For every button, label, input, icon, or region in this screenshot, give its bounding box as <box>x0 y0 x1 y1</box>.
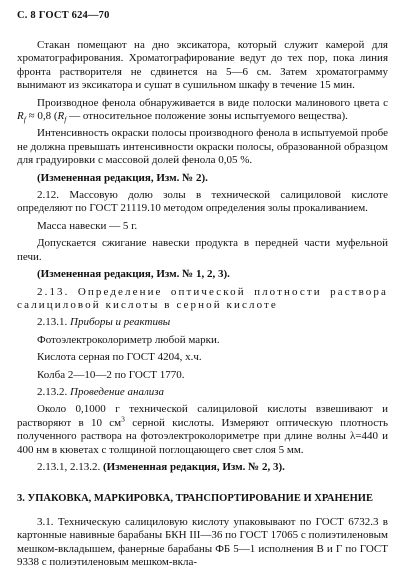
rf-symbol-2: $R_f$ <box>57 110 67 125</box>
edition-note-3: (Измененная редакция, Изм. № 2, 3). <box>103 460 285 473</box>
paragraph-phenol-detection: Производное фенола обнаруживается в виде полоски малинового цвета с $R_f \approx 0,8$ ($R_f$ — относительное положение зоны испытуемого вещества). <box>17 96 388 125</box>
paragraph-3-1: 3.1. Техническую салициловую кислоту упаковывают по ГОСТ 6732.3 в картонные навивные барабаны БКН III—36 по ГОСТ 17065 с полиэтиленовым мешком-вкладышем, фанерные барабаны ФБ 5—1 исполнения В и Г по ГОСТ 9338 с полиэтиленовым мешком-вкла- <box>17 515 388 568</box>
edition-note-2: (Измененная редакция, Изм. № 1, 2, 3). <box>37 268 230 281</box>
paragraph-chromatography: Стакан помещают на дно эксикатора, который служит камерой для хроматографирования. Хроматографирование ведут до тех пор, пока линия фронта растворителя не сдвинется на 5—6 см. Затем хроматограмму вынимают из эксикатора и сушат в сушильном шкафу в течение 15 мин. <box>17 39 388 92</box>
page-header: С. 8 ГОСТ 624—70 <box>17 10 110 21</box>
paragraph-edition-3: 2.13.1, 2.13.2. (Измененная редакция, Изм. № 2, 3). <box>37 460 285 473</box>
paragraph-colorimeter: Фотоэлектроколориметр любой марки. <box>37 333 220 346</box>
paragraph-analysis-procedure: Около 0,1000 г технической салициловой кислоты взвешивают и растворяют в 10 $см^3$ серной кислоты. Измеряют оптическую плотность полученного раствора на фотоэлектроколориметре при длине волны λ=440 и 400 нм в кюветах с толщиной поглощающего свет слоя 5 мм. <box>17 403 388 456</box>
edition-note-1: (Измененная редакция, Изм. № 2). <box>37 171 208 184</box>
rf-symbol: $R_f$ <box>17 110 26 125</box>
paragraph-flask: Колба 2—10—2 по ГОСТ 1770. <box>37 368 185 381</box>
paragraph-sulfuric-acid: Кислота серная по ГОСТ 4204, х.ч. <box>37 351 202 364</box>
paragraph-sample-mass: Масса навески — 5 г. <box>37 219 138 232</box>
paragraph-2-12: 2.12. Массовую долю золы в технической салициловой кислоте определяют по ГОСТ 21119.10 методом определения золы прокаливанием. <box>17 189 388 215</box>
subheading-analysis: Проведение анализа <box>70 385 165 398</box>
paragraph-2-13-heading: 2.13. Определение оптической плотности раствора салициловой кислоты в серной кислоте <box>17 285 388 311</box>
subheading-instruments: Приборы и реактивы <box>70 316 171 329</box>
paragraph-intensity: Интенсивность окраски полосы производного фенола в испытуемой пробе не должна превышать интенсивности окраски полосы, образованной образцом для градуировки с массовой долей фенола 0,05 %. <box>17 127 388 167</box>
paragraph-2-13-2: 2.13.2. Проведение анализа <box>37 385 165 398</box>
paragraph-muffle: Допускается сжигание навески продукта в передней части муфельной печи. <box>17 237 388 263</box>
paragraph-2-13-1: 2.13.1. Приборы и реактивы <box>37 316 171 329</box>
section-3-heading: 3. УПАКОВКА, МАРКИРОВКА, ТРАНСПОРТИРОВАНИЕ И ХРАНЕНИЕ <box>17 493 373 505</box>
document-body <box>17 39 388 569</box>
